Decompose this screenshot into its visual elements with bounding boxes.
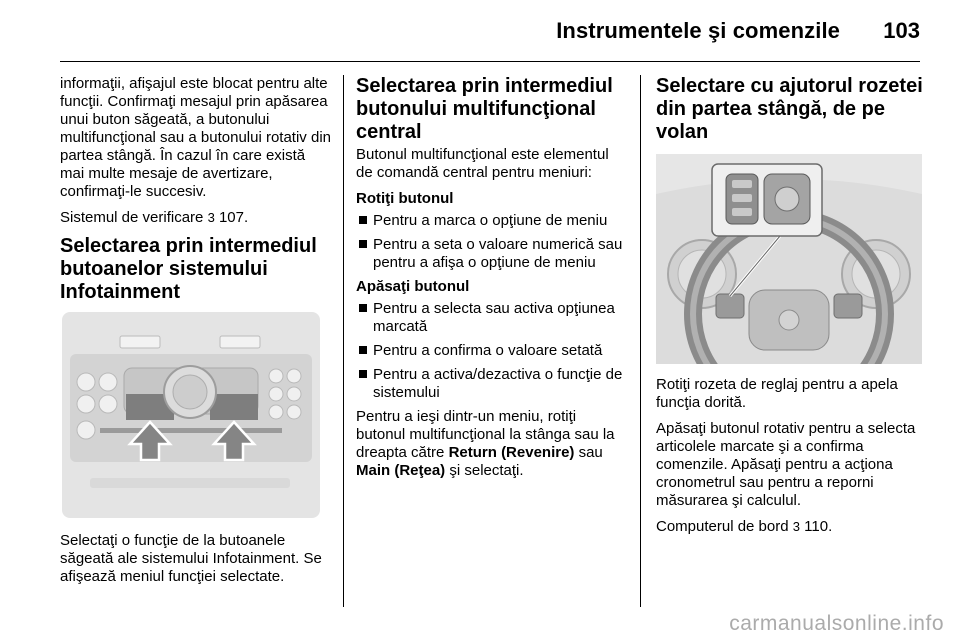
- reference-page: 107.: [218, 209, 249, 226]
- column-2: [356, 75, 628, 488]
- steering-wheel-figure: [656, 154, 922, 364]
- multifunction-intro: Butonul multifuncţional este elementul de comandă central pentru meniuri:: [356, 146, 609, 181]
- list-item: Pentru a activa/dezactiva o funcţie de sistemului: [356, 366, 628, 402]
- list-item: Pentru a selecta sau activa opţiunea marcată: [356, 300, 628, 336]
- page-reference-arrow-icon: 3: [792, 519, 800, 534]
- intro-paragraph: informaţii, afişajul este blocat pentru alte funcţii. Confirmaţi mesajul prin apăsarea unui buton săgeată, a butonului multifuncţional sau a butonului rotativ din partea stângă. În cazul în care există mai multe mesaje de avertizare, confirmaţi-le succesiv.: [60, 75, 331, 200]
- page-number: 103: [883, 18, 920, 43]
- return-option: Return (Revenire): [448, 444, 575, 461]
- cross-reference: [60, 209, 332, 227]
- page-title: Instrumentele şi comenzile: [556, 18, 840, 43]
- reference-page: 110.: [804, 518, 833, 535]
- list-item: Pentru a seta o valoare numerică sau pentru a afişa o opţiune de meniu: [356, 236, 628, 272]
- reference-label: Sistemul de verificare: [60, 209, 204, 226]
- press-wheel-paragraph: Apăsaţi butonul rotativ pentru a selecta articolele marcate şi a confirma comenzile. Apăsaţi pentru a acţiona cronometrul sau pentru a reporni măsurarea şi calculul.: [656, 420, 916, 509]
- section-heading-infotainment: Selectarea prin intermediul butoanelor sistemului Infotainment: [60, 235, 317, 303]
- column-3: [656, 75, 928, 544]
- exit-menu-paragraph: Pentru a ieşi dintr-un meniu, rotiţi butonul multifuncţional la stânga sau la dreapta către Return (Revenire) sau Main (Reţea) şi selectaţi.: [356, 408, 615, 479]
- list-item: Pentru a marca o opţiune de meniu: [356, 212, 628, 230]
- watermark-text: carmanualsonline.info: [729, 612, 944, 635]
- cross-reference: [656, 518, 928, 536]
- column-divider-right: [640, 75, 641, 607]
- reference-label: Computerul de bord: [656, 518, 789, 535]
- press-label: Apăsaţi butonul: [356, 278, 470, 295]
- bullet-icon: [359, 346, 367, 354]
- rotate-list: [356, 212, 628, 272]
- page-header: [60, 12, 920, 48]
- rotate-wheel-paragraph: Rotiţi rozeta de reglaj pentru a apela funcţia dorită.: [656, 376, 898, 411]
- main-option: Main (Reţea): [356, 462, 446, 479]
- section-heading-multifunction: Selectarea prin intermediul butonului multifuncţional central: [356, 75, 613, 143]
- header-rule: [60, 61, 920, 62]
- figure-caption: Selectaţi o funcţie de la butoanele săgeată ale sistemului Infotainment. Se afişează meniul funcţiei selectate.: [60, 532, 322, 585]
- column-1: [60, 75, 332, 594]
- press-list: [356, 300, 628, 402]
- bullet-icon: [359, 216, 367, 224]
- page-reference-arrow-icon: 3: [207, 210, 215, 225]
- bullet-icon: [359, 240, 367, 248]
- bullet-icon: [359, 304, 367, 312]
- column-divider-left: [343, 75, 344, 607]
- rotate-label: Rotiţi butonul: [356, 190, 454, 207]
- list-item: Pentru a confirma o valoare setată: [356, 342, 628, 360]
- infotainment-panel-figure: [60, 310, 322, 520]
- bullet-icon: [359, 370, 367, 378]
- section-heading-steering-wheel: Selectare cu ajutorul rozetei din partea stângă, de pe volan: [656, 75, 923, 143]
